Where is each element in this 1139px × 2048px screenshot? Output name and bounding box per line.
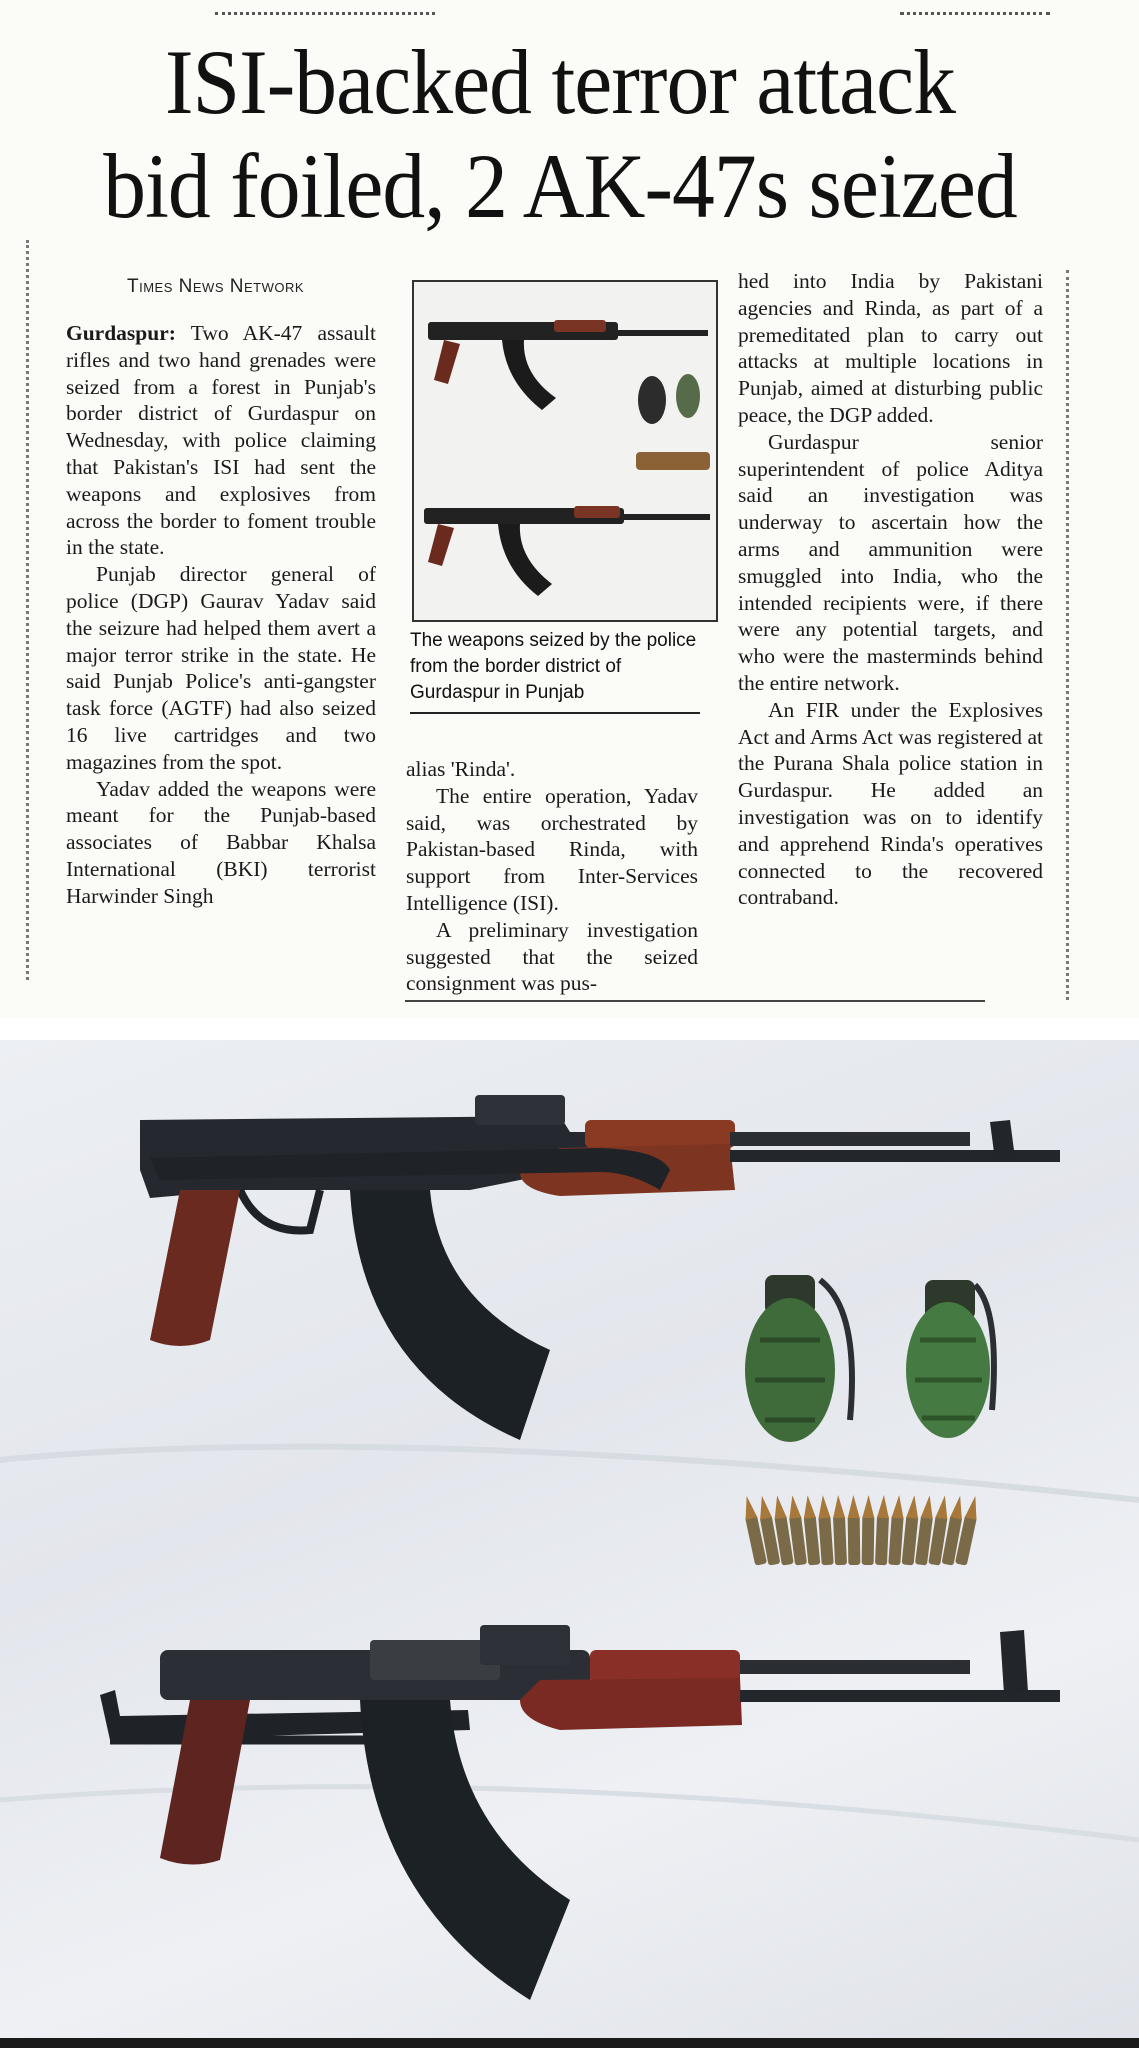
cloth-fold xyxy=(0,1447,1139,1500)
dotted-border-top-left xyxy=(215,12,435,15)
dotted-border-right xyxy=(1066,270,1069,1000)
bottom-edge xyxy=(0,2038,1139,2048)
newspaper-photo xyxy=(412,280,718,622)
col2-paragraph-3: A preliminary investigation suggested that the seized consignment was pus- xyxy=(406,917,698,996)
photo-caption: The weapons seized by the police from the border district of Gurdaspur in Punjab xyxy=(410,630,697,703)
article-column-2 xyxy=(406,756,698,997)
col1-paragraph-3: Yadav added the weapons were meant for the Punjab-based associates of Babbar Khalsa International (BKI) terrorist Harwinder Singh xyxy=(66,776,376,908)
headline-line-1: ISI-backed terror attack xyxy=(164,31,956,133)
dateline: Gurdaspur: xyxy=(66,321,176,345)
caption-rule xyxy=(410,712,700,714)
cartridge xyxy=(862,1495,875,1565)
dotted-border-left xyxy=(26,240,29,980)
col3-paragraph-1: hed into India by Pakistani agencies and Rinda, as part of a premeditated plan to carry out attacks at multiple locations in Punjab, aimed at disturbing public peace, the DGP added. xyxy=(738,269,1043,427)
col3-paragraph-2: Gurdaspur senior superintendent of police Aditya said an investigation was underway to ascertain how the arms and ammunition were smuggled into India, who the intended recipients were, if there were any potential targets, and who were the masterminds behind the entire network. xyxy=(738,429,1043,695)
headline-line-2: bid foiled, 2 AK-47s seized xyxy=(103,135,1017,237)
cartridge xyxy=(847,1495,860,1565)
col1-paragraph-1: Two AK-47 assault rifles and two hand grenades were seized from a forest in Punjab's border district of Gurdaspur on Wednesday, with police claiming that Pakistan's ISI had sent the weapons and explosives from across the border to foment trouble in the state. xyxy=(66,321,376,560)
col2-paragraph-2: The entire operation, Yadav said, was orchestrated by Pakistan-based Rinda, with support from Inter-Services Intelligence (ISI). xyxy=(406,783,698,915)
seized-weapons-photo xyxy=(0,1040,1139,2040)
weapons-thumbnail-illustration xyxy=(414,282,716,620)
cartridge xyxy=(875,1495,890,1565)
hand-grenade-1 xyxy=(745,1275,852,1442)
headline xyxy=(76,30,1043,238)
bottom-rule xyxy=(405,1000,985,1002)
cartridges-thumbnail xyxy=(636,452,710,470)
dotted-border-top-right xyxy=(900,12,1050,15)
byline: Times News Network xyxy=(127,276,305,297)
hand-grenade-2 xyxy=(906,1280,994,1438)
rifle-2 xyxy=(100,1625,1060,2000)
live-cartridges xyxy=(741,1495,981,1566)
article-column-3 xyxy=(738,268,1043,911)
col1-paragraph-2: Punjab director general of police (DGP) Gaurav Yadav said the seizure had helped them avert a major terror strike in the state. He said Punjab Police's anti-gangster task force (AGTF) had also seized 16 live cartridges and two magazines from the spot. xyxy=(66,562,376,774)
seized-weapons-illustration xyxy=(0,1040,1139,2040)
col2-paragraph-1: alias 'Rinda'. xyxy=(406,757,516,781)
cartridge xyxy=(832,1495,847,1565)
col3-paragraph-3: An FIR under the Explosives Act and Arms Act was registered at the Purana Shala police station in Gurdaspur. He added an investigation was on to identify and apprehend Rinda's operatives connected to the recovered contraband. xyxy=(738,697,1043,910)
article-column-1 xyxy=(66,320,376,910)
separator xyxy=(0,1018,1139,1040)
newspaper-clipping xyxy=(0,0,1139,1018)
